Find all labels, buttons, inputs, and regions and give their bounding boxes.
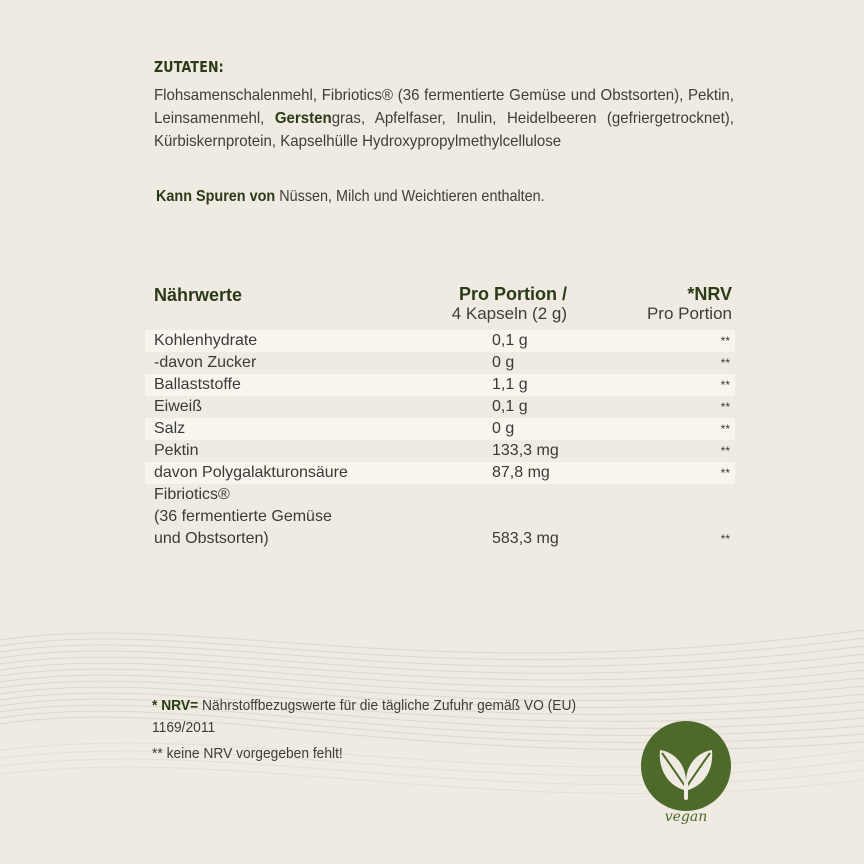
ingredients-section bbox=[154, 58, 734, 153]
no-nrv-footnote: ** keine NRV vorgegeben fehlt! bbox=[152, 745, 343, 762]
nutrient-value: 0 g bbox=[492, 354, 515, 371]
nutrition-table bbox=[145, 330, 735, 554]
nrv-header-line1: *NRV bbox=[687, 284, 732, 304]
nutrient-nrv: ** bbox=[720, 356, 730, 370]
nutrient-name: Ballaststoffe bbox=[154, 376, 241, 393]
nutrient-name: -davon Zucker bbox=[154, 354, 257, 371]
nutrient-name: Salz bbox=[154, 420, 186, 437]
portion-column-header bbox=[420, 285, 567, 323]
portion-header-line1: Pro Portion / bbox=[459, 284, 567, 304]
nutrient-name: Kohlenhydrate bbox=[154, 332, 258, 349]
nrv-footnote-bold: * NRV= bbox=[152, 697, 199, 714]
nrv-column-header bbox=[590, 285, 732, 323]
nutrient-nrv: ** bbox=[720, 466, 730, 480]
portion-header-line2: 4 Kapseln (2 g) bbox=[451, 304, 567, 323]
table-row bbox=[145, 396, 735, 418]
nutrient-name: davon Polygalakturonsäure bbox=[154, 464, 348, 481]
nrv-header-line2: Pro Portion bbox=[646, 304, 732, 323]
nutrient-nrv: ** bbox=[720, 444, 730, 458]
nutrient-value: 1,1 g bbox=[492, 376, 528, 393]
allergen-rest: Nüssen, Milch und Weichtieren enthalten. bbox=[275, 188, 545, 205]
nrv-footnote bbox=[152, 695, 630, 717]
allergen-notice bbox=[156, 188, 545, 206]
ingredients-text-part2: gras, Apfelfaser, Inulin, Heidelbeeren (gefriergetrocknet), Kürbiskernprotein, Kapselhülle Hydroxypropylmethylcellulose bbox=[154, 110, 734, 150]
nutrient-nrv: ** bbox=[720, 422, 730, 436]
table-row bbox=[145, 484, 735, 554]
table-row bbox=[145, 418, 735, 440]
nutrient-value: 133,3 mg bbox=[492, 442, 559, 459]
ingredients-text-bold: Gersten bbox=[274, 110, 332, 127]
nutrient-nrv: ** bbox=[720, 400, 730, 414]
ingredients-heading: ZUTATEN: bbox=[154, 58, 224, 76]
vegan-badge bbox=[640, 720, 732, 832]
allergen-bold: Kann Spuren von bbox=[156, 188, 276, 205]
table-row bbox=[145, 374, 735, 396]
table-row bbox=[145, 352, 735, 374]
nutrient-nrv: ** bbox=[720, 334, 730, 348]
nutrient-name: Fibriotics® (36 fermentierte Gemüse und Obstsorten) bbox=[154, 486, 332, 547]
nutrient-name: Pektin bbox=[154, 442, 199, 459]
footnotes bbox=[152, 695, 630, 765]
table-row bbox=[145, 330, 735, 352]
vegan-leaves-icon bbox=[640, 720, 732, 812]
nutrient-nrv: ** bbox=[720, 532, 730, 546]
nutrient-value: 0 g bbox=[492, 420, 515, 437]
nrv-footnote-text: Nährstoffbezugswerte für die tägliche Zufuhr gemäß VO (EU) bbox=[198, 697, 577, 714]
nutrient-value: 583,3 mg bbox=[492, 530, 559, 547]
ingredients-text bbox=[154, 84, 734, 153]
nutrient-value: 87,8 mg bbox=[492, 464, 550, 481]
nrv-footnote-regulation: 1169/2011 bbox=[152, 719, 216, 736]
nutrient-value: 0,1 g bbox=[492, 398, 528, 415]
table-row bbox=[145, 462, 735, 484]
nutrient-name: Eiweiß bbox=[154, 398, 203, 415]
nutrient-value: 0,1 g bbox=[492, 332, 528, 349]
nutrition-title: Nährwerte bbox=[154, 285, 243, 305]
table-row bbox=[145, 440, 735, 462]
vegan-label: vegan bbox=[664, 809, 708, 825]
nutrient-nrv: ** bbox=[720, 378, 730, 392]
ingredients-text-part1: Flohsamenschalenmehl, Fibriotics® (36 fermentierte Gemüse und Obstsorten), Pektin, Leinsamenmehl, bbox=[154, 87, 734, 127]
